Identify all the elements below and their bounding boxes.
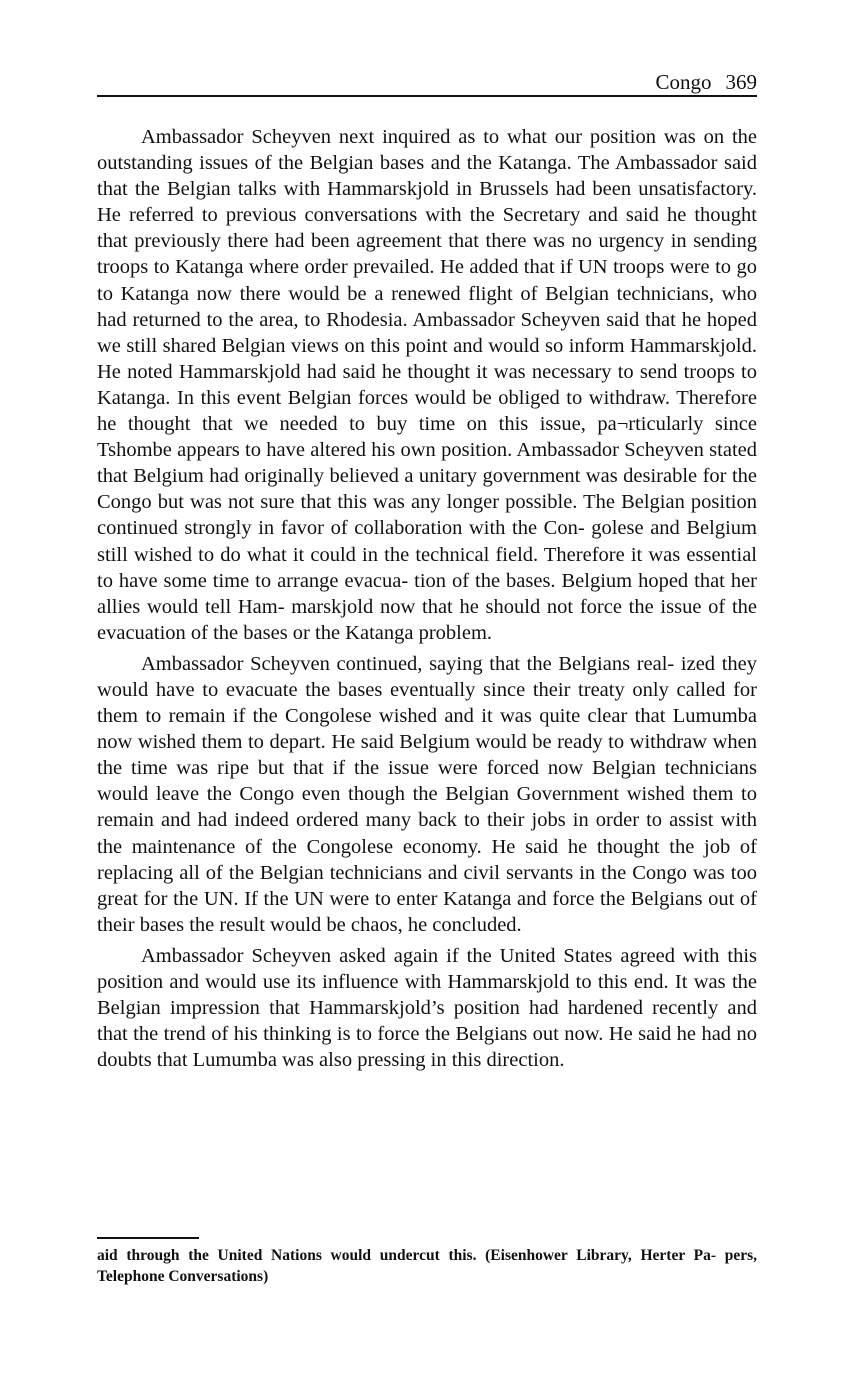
footnote [97, 1245, 757, 1287]
footnote-text: aid through the United Nations would undercut this. (Eisenhower Library, Herter Pa- pers, Telephone Conversations) [97, 1247, 757, 1285]
header-rule [97, 95, 757, 97]
footnote-rule [97, 1237, 199, 1239]
running-head [97, 68, 757, 96]
body-text [97, 124, 757, 1078]
running-title: Congo [655, 70, 712, 94]
page-number: 369 [725, 70, 757, 94]
paragraph-2: Ambassador Scheyven continued, saying that the Belgians real- ized they would have to evacuate the bases eventually since their treaty only called for them to remain if the Congolese wished and it was quite clear that Lumumba now wished them to depart. He said Belgium would be ready to withdraw when the time was ripe but that if the issue were forced now Belgian technicians would leave the Congo even though the Belgian Government wished them to remain and had indeed ordered many back to their jobs in order to assist with the maintenance of the Congolese economy. He said he thought the job of replacing all of the Belgian technicians and civil servants in the Congo was too great for the UN. If the UN were to enter Katanga and force the Belgians out of their bases the result would be chaos, he concluded. [97, 652, 757, 936]
paragraph-1: Ambassador Scheyven next inquired as to what our position was on the outstanding issues of the Belgian bases and the Katanga. The Ambassador said that the Belgian talks with Hammarskjold in Brussels had been unsatisfactory. He referred to previous conversations with the Secretary and said he thought that previously there had been agreement that there was no urgency in sending troops to Katanga where order prevailed. He added that if UN troops were to go to Katanga now there would be a renewed flight of Belgian technicians, who had returned to the area, to Rhodesia. Ambassador Scheyven said that he hoped we still shared Belgian views on this point and would so inform Hammarskjold. He noted Hammarskjold had said he thought it was necessary to send troops to Katanga. In this event Belgian forces would be obliged to withdraw. Therefore he thought that we needed to buy time on this issue, pa¬rticularly since Tshombe appears to have altered his own position. Ambassador Scheyven stated that Belgium had originally believed a unitary government was desirable for the Congo but was not sure that this was any longer possible. The Belgian position continued strongly in favor of collaboration with the Con- golese and Belgium still wished to do what it could in the technical field. Therefore it was essential to have some time to arrange evacua- tion of the bases. Belgium hoped that her allies would tell Ham- marskjold now that he should not force the issue of the evacuation of the bases or the Katanga problem. [97, 126, 757, 644]
paragraph-3: Ambassador Scheyven asked again if the United States agreed with this position and would use its influence with Hammarskjold to this end. It was the Belgian impression that Hammarskjold’s position had hardened recently and that the trend of his thinking is to force the Belgians out now. He said he had no doubts that Lumumba was also pressing in this direction. [97, 944, 757, 1072]
